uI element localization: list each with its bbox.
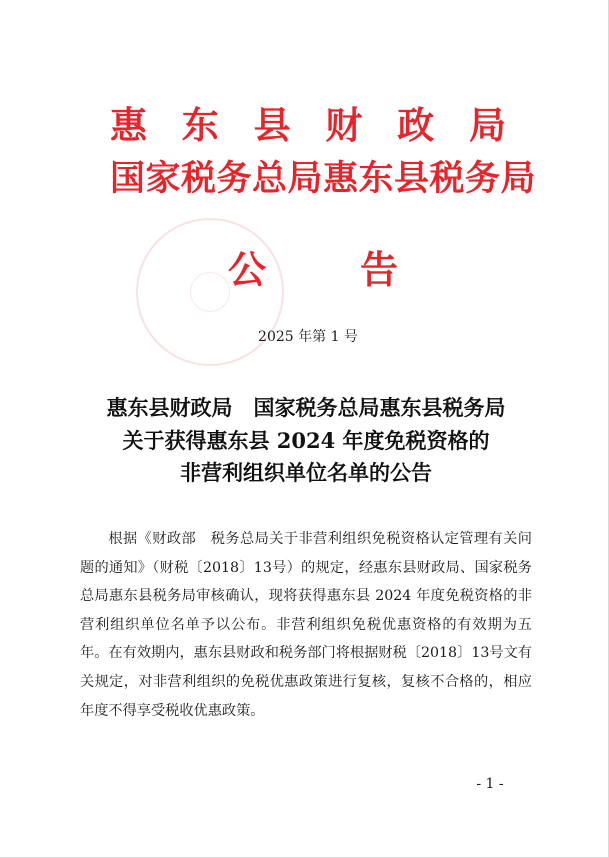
issuer-char: 县 [253, 103, 291, 147]
document-number: 2025 年第 1 号 [258, 329, 358, 345]
title-line: 非营利组织单位名单的公告 [180, 460, 432, 485]
issuer-char: 财 [325, 103, 363, 147]
doc-type-char: 告 [359, 247, 398, 292]
page-number: - 1 - [476, 776, 504, 792]
body-paragraph: 根据《财政部 税务总局关于非营利组织免税资格认定管理有关问题的通知》（财税〔2018〕13号）的规定，经惠东县财政局、国家税务总局惠东县税务局审核确认，现将获得惠东县 2024 年度免税资格的非营利组织单位名单予以公布。非营利组织免税优惠资格的有效期为五年。在有效期内，惠东县财政和税务部门将根据财税〔2018〕13号文有关规定，对非营利组织的免税优惠政策进行复核，复核不合格的，相应年度不得享受税收优惠政策。 [80, 531, 532, 719]
title-line: 惠东县财政局 国家税务总局惠东县税务局 [106, 395, 506, 420]
issuer-name-finance-bureau [110, 101, 506, 149]
document-type-heading [228, 245, 398, 295]
issuer-char: 局 [468, 103, 506, 147]
issuer-char: 政 [397, 103, 435, 147]
title-line: 关于获得惠东县 2024 年度免税资格的 [122, 427, 490, 453]
issuer-char: 惠 [110, 103, 147, 147]
issuer-name-tax-bureau: 国家税务总局惠东县税务局 [110, 158, 537, 199]
doc-type-char: 公 [228, 247, 267, 292]
issuer-char: 东 [181, 103, 219, 147]
document-title [66, 392, 546, 490]
seal-star-mark [190, 272, 230, 312]
